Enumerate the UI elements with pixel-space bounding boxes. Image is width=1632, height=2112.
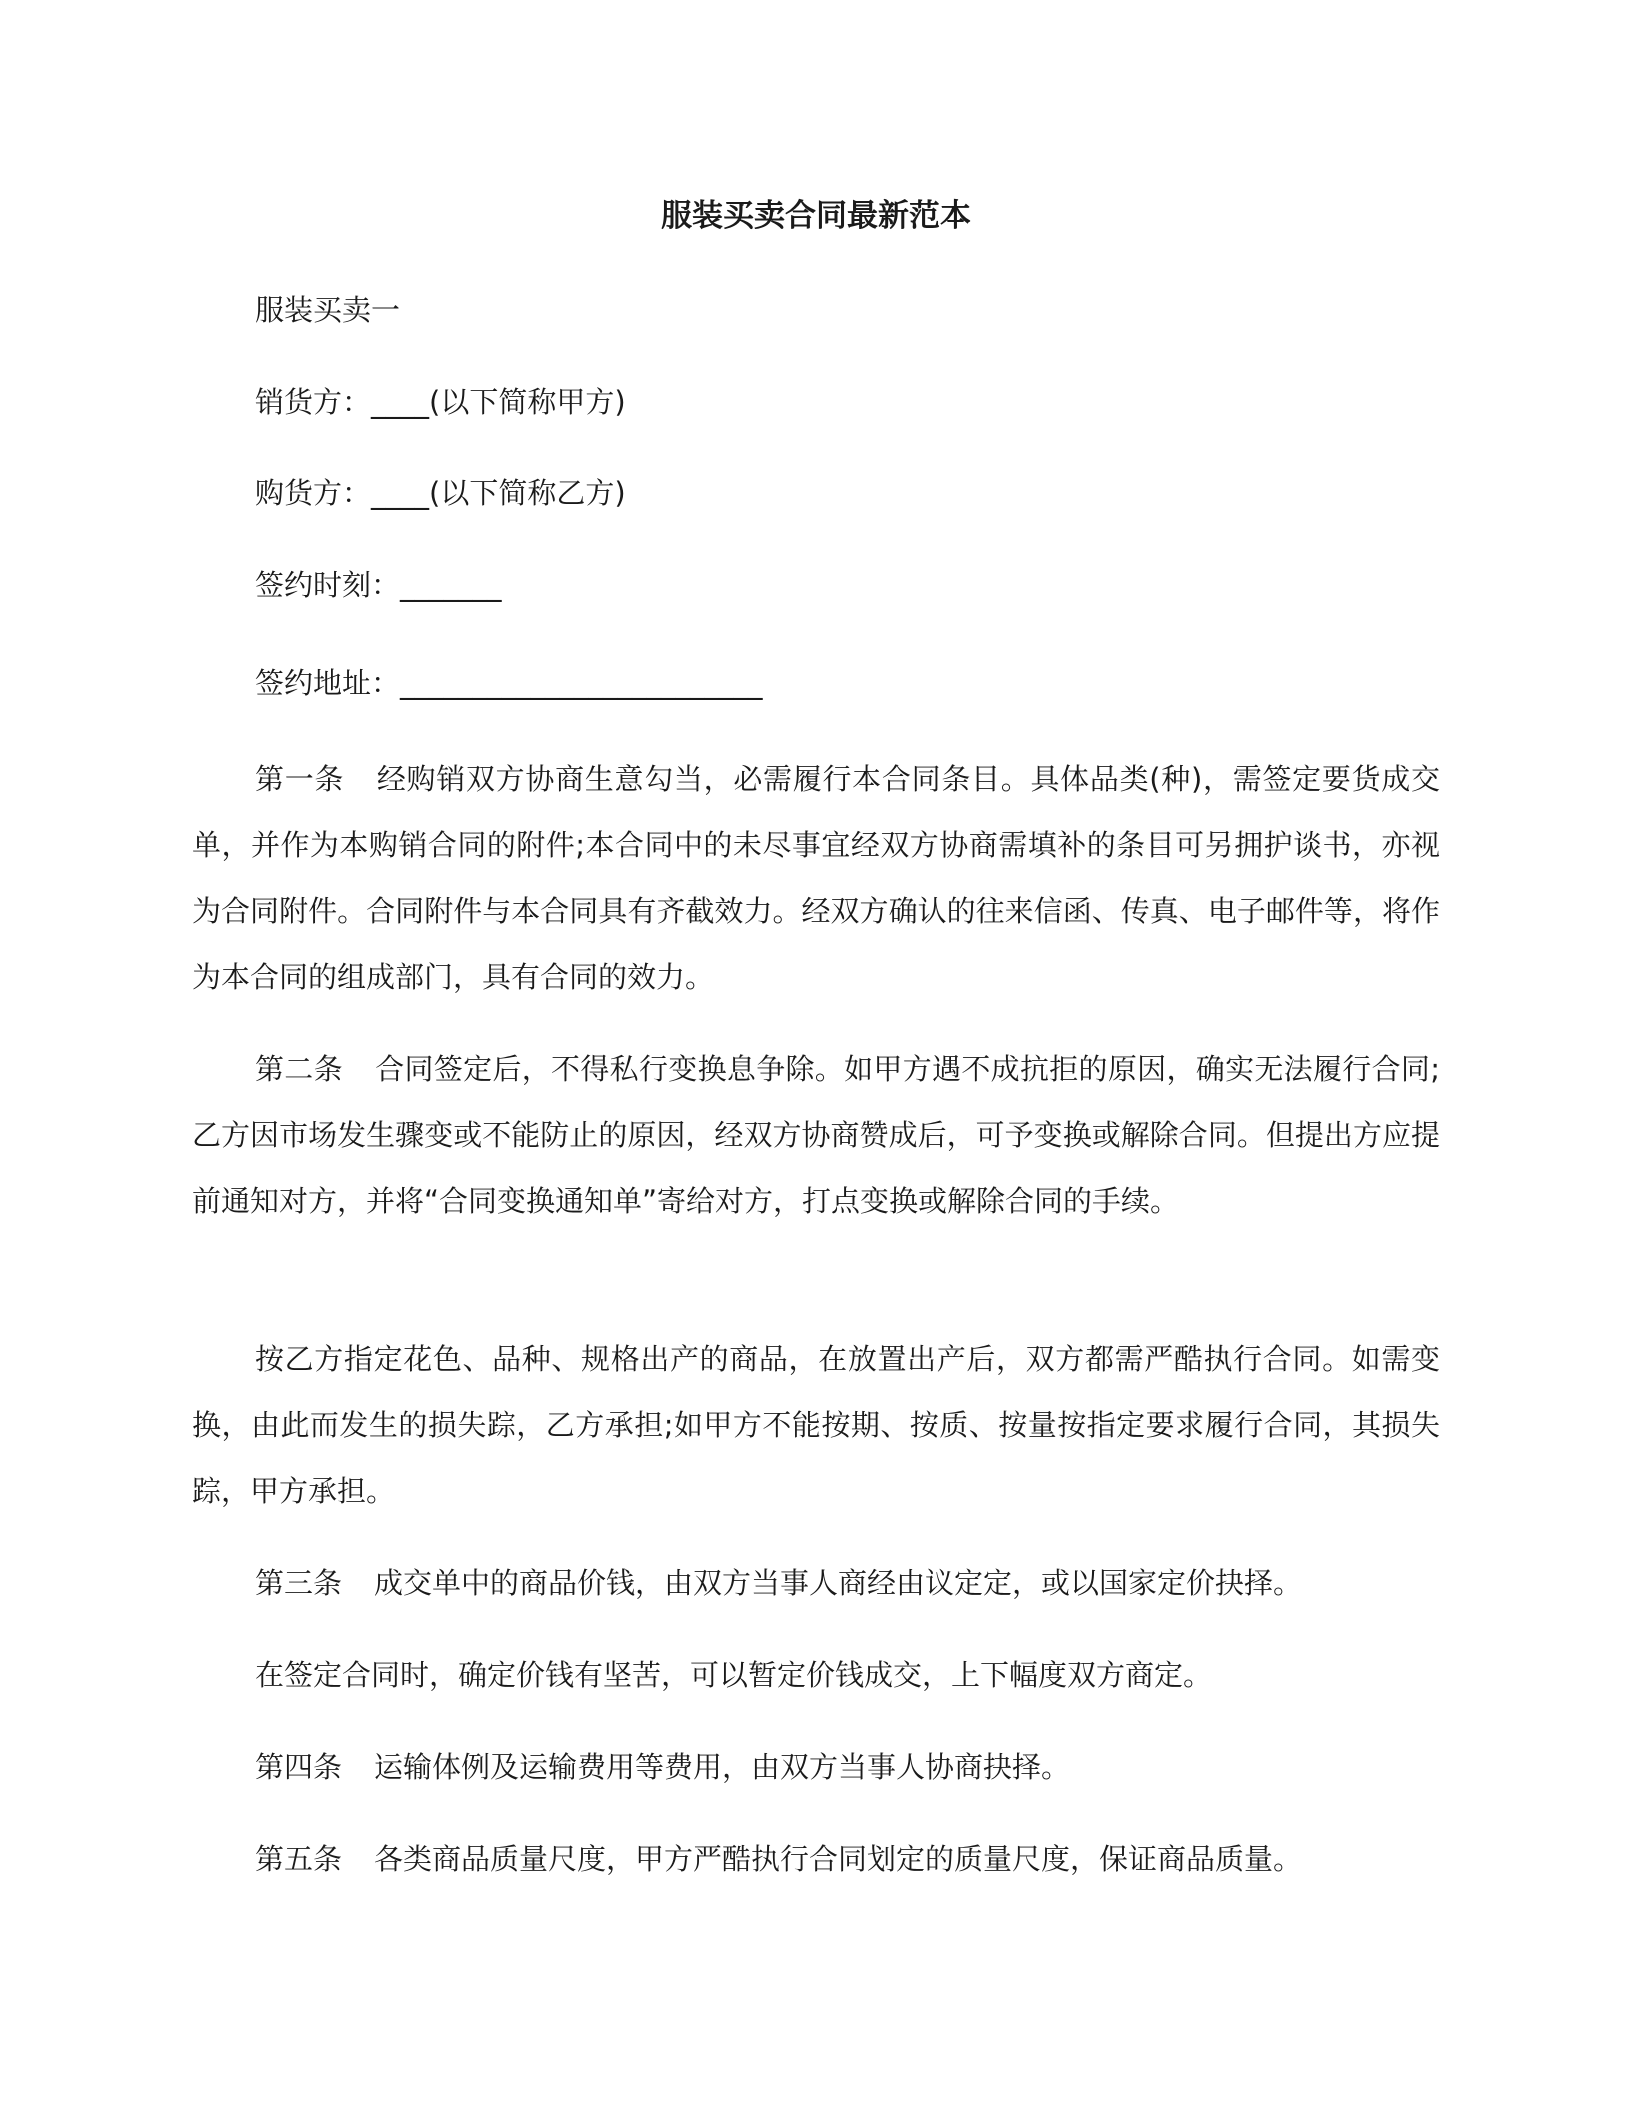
article-1-label: 第一条 <box>255 762 345 796</box>
document-title: 服装买卖合同最新范本 <box>661 198 971 234</box>
buyer-line: 购货方：____(以下简称乙方) <box>255 476 626 510</box>
sign-time-line: 签约时刻：_______ <box>255 568 502 602</box>
section-heading: 服装买卖一 <box>255 293 401 327</box>
article-2-label: 第二条 <box>255 1052 343 1086</box>
seller-line: 销货方：____(以下简称甲方) <box>255 385 626 419</box>
article-1-text: 经购销双方协商生意勾当，必需履行本合同条目。具体品类(种)，需签定要货成交单，并作为本购销合同的附件;本合同中的未尽事宜经双方协商需填补的条目可另拥护谈书，亦视为合同附件。合同附件与本合同具有齐截效力。经双方确认的往来信函、传真、电子邮件等，将作为本合同的组成部门，具有合同的效力。 <box>192 762 1440 994</box>
article-5 <box>192 1826 1440 1892</box>
article-2-extra: 按乙方指定花色、品种、规格出产的商品，在放置出产后，双方都需严酷执行合同。如需变换，由此而发生的损失踪，乙方承担;如甲方不能按期、按质、按量按指定要求履行合同，其损失踪，甲方承担。 <box>192 1342 1440 1508</box>
article-3-label: 第三条 <box>255 1566 343 1600</box>
article-5-text: 各类商品质量尺度，甲方严酷执行合同划定的质量尺度，保证商品质量。 <box>374 1842 1303 1876</box>
article-4 <box>192 1734 1440 1800</box>
article-3-text: 成交单中的商品价钱，由双方当事人商经由议定定，或以国家定价抉择。 <box>374 1566 1303 1600</box>
sign-place-line: 签约地址：_________________________ <box>255 666 763 700</box>
article-3 <box>192 1550 1440 1616</box>
article-1 <box>192 746 1440 1010</box>
article-2-text: 合同签定后，不得私行变换息争除。如甲方遇不成抗拒的原因，确实无法履行合同;乙方因市场发生骤变或不能防止的原因，经双方协商赞成后，可予变换或解除合同。但提出方应提前通知对方，并将“合同变换通知单”寄给对方，打点变换或解除合同的手续。 <box>192 1052 1440 1218</box>
article-4-text: 运输体例及运输费用等费用，由双方当事人协商抉择。 <box>374 1750 1071 1784</box>
article-2 <box>192 1036 1440 1234</box>
article-3-extra: 在签定合同时，确定价钱有坚苦，可以暂定价钱成交，上下幅度双方商定。 <box>255 1658 1213 1692</box>
article-5-label: 第五条 <box>255 1842 343 1876</box>
article-4-label: 第四条 <box>255 1750 343 1784</box>
